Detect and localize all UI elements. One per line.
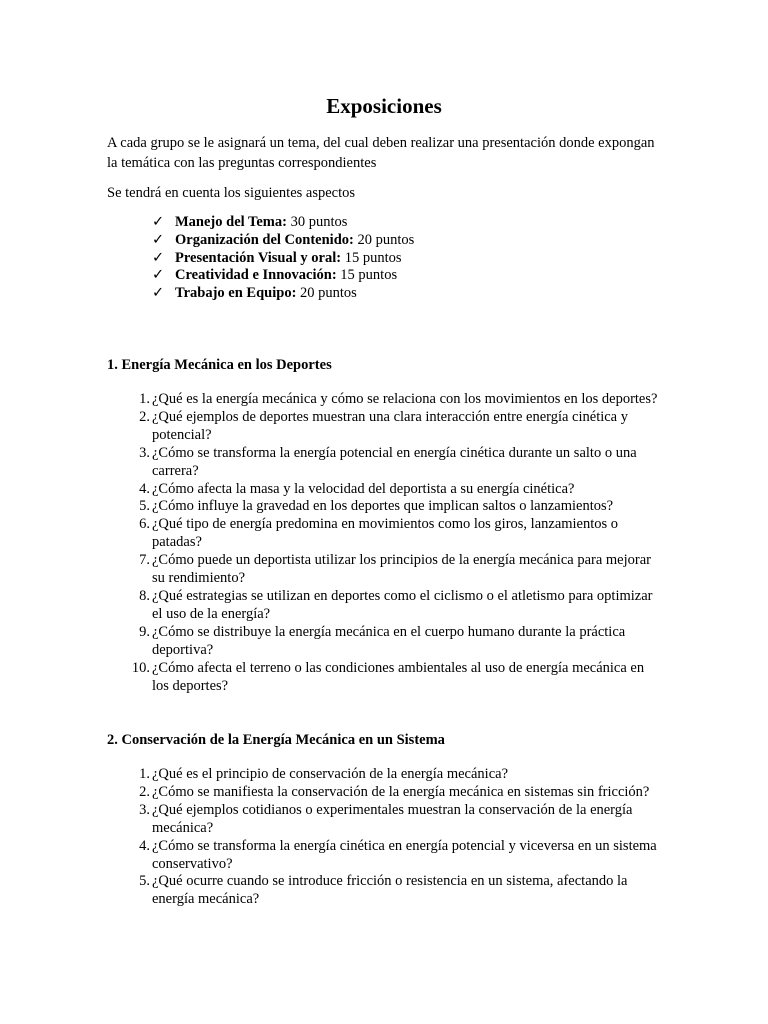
question-number: 1. <box>139 766 150 782</box>
aspects-checklist <box>152 214 414 303</box>
question-text: ¿Cómo puede un deportista utilizar los principios de la energía mecánica para mejorar su rendimiento? <box>152 552 651 587</box>
aspect-item <box>152 285 414 303</box>
aspect-label: Manejo del Tema: <box>175 214 287 230</box>
intro-paragraph: A cada grupo se le asignará un tema, del cual deben realizar una presentación donde expongan la temática con las preguntas correspondientes <box>107 135 655 171</box>
question-text: ¿Cómo se transforma la energía potencial en energía cinética durante un salto o una carrera? <box>152 444 637 479</box>
check-mark-icon: ✓ <box>152 231 165 248</box>
aspect-value: 15 puntos <box>344 249 402 266</box>
aspect-item <box>152 232 414 250</box>
question-number: 5. <box>139 498 150 515</box>
question-item <box>107 873 662 909</box>
question-text: ¿Cómo afecta la masa y la velocidad del deportista a su energía cinética? <box>152 480 575 497</box>
question-item <box>107 552 662 588</box>
question-item <box>107 766 662 784</box>
aspect-value: 20 puntos <box>300 285 357 302</box>
check-mark-icon: ✓ <box>152 285 165 302</box>
question-item <box>107 409 662 445</box>
question-list <box>107 766 662 909</box>
question-text: ¿Qué es la energía mecánica y cómo se relaciona con los movimientos en los deportes? <box>152 391 658 407</box>
section-heading: 2. Conservación de la Energía Mecánica en un Sistema <box>107 732 445 748</box>
aspect-item <box>152 267 414 285</box>
aspect-label: Trabajo en Equipo: <box>175 285 297 302</box>
aspect-item <box>152 250 414 268</box>
aspect-label: Organización del Contenido: <box>175 231 354 248</box>
document-title: Exposiciones <box>326 94 442 118</box>
section-heading: 1. Energía Mecánica en los Deportes <box>107 357 332 373</box>
question-number: 3. <box>139 444 150 461</box>
question-number: 4. <box>139 837 150 854</box>
question-item <box>107 445 662 481</box>
question-number: 2. <box>139 783 150 800</box>
aspects-intro: Se tendrá en cuenta los siguientes aspectos <box>107 185 356 201</box>
question-number: 3. <box>139 801 150 818</box>
question-number: 1. <box>139 391 150 407</box>
question-number: 2. <box>139 408 150 425</box>
question-number: 8. <box>139 587 150 604</box>
question-text: ¿Cómo influye la gravedad en los deportes que implican saltos o lanzamientos? <box>152 498 614 515</box>
question-number: 10. <box>131 659 150 676</box>
aspect-value: 15 puntos <box>340 267 398 284</box>
question-text: ¿Cómo se transforma la energía cinética en energía potencial y viceversa en un sistema conservativo? <box>152 837 657 872</box>
question-item <box>107 660 662 696</box>
question-text: ¿Cómo se manifiesta la conservación de la energía mecánica en sistemas sin fricción? <box>152 783 650 800</box>
question-number: 9. <box>139 623 150 640</box>
question-text: ¿Qué ejemplos cotidianos o experimentales muestran la conservación de la energía mecánica? <box>152 801 633 836</box>
question-number: 6. <box>139 516 150 533</box>
check-mark-icon: ✓ <box>152 249 165 266</box>
question-item <box>107 588 662 624</box>
question-text: ¿Qué ejemplos de deportes muestran una clara interacción entre energía cinética y potencial? <box>152 408 628 443</box>
question-list <box>107 391 662 695</box>
question-item <box>107 838 662 874</box>
question-number: 4. <box>139 480 150 497</box>
question-text: ¿Qué es el principio de conservación de la energía mecánica? <box>152 766 509 782</box>
aspect-item <box>152 214 414 232</box>
question-text: ¿Qué estrategias se utilizan en deportes como el ciclismo o el atletismo para optimizar el uso de la energía? <box>152 587 653 622</box>
question-text: ¿Cómo afecta el terreno o las condiciones ambientales al uso de energía mecánica en los deportes? <box>152 659 645 694</box>
question-text: ¿Qué tipo de energía predomina en movimientos como los giros, lanzamientos o patadas? <box>152 516 619 551</box>
check-mark-icon: ✓ <box>152 267 165 284</box>
aspect-value: 30 puntos <box>290 214 348 230</box>
question-item <box>107 481 662 499</box>
question-item <box>107 498 662 516</box>
aspect-value: 20 puntos <box>357 231 415 248</box>
question-item <box>107 391 662 409</box>
question-item <box>107 802 662 838</box>
aspect-label: Presentación Visual y oral: <box>175 249 342 266</box>
question-number: 7. <box>139 552 150 569</box>
question-text: ¿Qué ocurre cuando se introduce fricción o resistencia en un sistema, afectando la energía mecánica? <box>152 873 628 908</box>
check-mark-icon: ✓ <box>152 214 165 230</box>
question-item <box>107 784 662 802</box>
question-number: 5. <box>139 873 150 890</box>
question-text: ¿Cómo se distribuye la energía mecánica en el cuerpo humano durante la práctica deportiva? <box>152 623 626 658</box>
question-item <box>107 516 662 552</box>
question-item <box>107 624 662 660</box>
aspect-label: Creatividad e Innovación: <box>175 267 337 284</box>
